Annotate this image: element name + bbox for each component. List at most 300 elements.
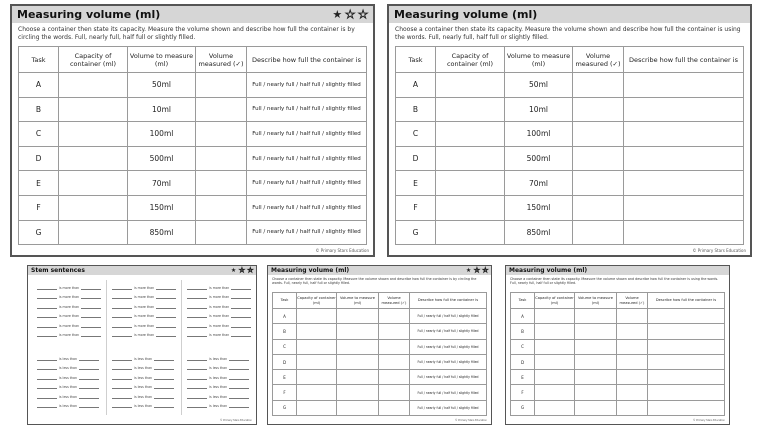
- capacity-cell[interactable]: [297, 324, 337, 339]
- stem-text: is more than: [209, 285, 230, 290]
- table-header-row: [273, 293, 487, 309]
- worksheet-title: Measuring volume (ml): [271, 267, 350, 274]
- stem-column: [32, 280, 106, 415]
- task-cell: A: [19, 73, 59, 98]
- capacity-cell[interactable]: [436, 122, 505, 147]
- task-cell: E: [396, 171, 436, 196]
- measured-cell[interactable]: [617, 385, 648, 400]
- table-row: [396, 73, 744, 98]
- stem-text: is less than: [59, 375, 77, 380]
- task-cell: B: [273, 324, 297, 339]
- header-describe: Describe how full the container is: [247, 47, 367, 73]
- table-row: [273, 385, 487, 400]
- capacity-cell[interactable]: [297, 354, 337, 369]
- stem-text: is more than: [134, 333, 155, 337]
- stem-sentence: [110, 370, 178, 380]
- stem-text: is more than: [134, 304, 155, 309]
- task-cell: E: [273, 370, 297, 385]
- task-cell: G: [511, 400, 535, 415]
- volume-cell[interactable]: [337, 309, 379, 324]
- describe-cell[interactable]: [624, 195, 744, 220]
- table-row: [273, 354, 487, 369]
- measured-cell[interactable]: [573, 122, 624, 147]
- header-capacity: Capacity of container (ml): [59, 47, 128, 73]
- stem-text: is less than: [134, 366, 153, 370]
- task-cell: E: [19, 171, 59, 196]
- volume-cell: 150ml: [505, 195, 573, 220]
- volume-cell[interactable]: [575, 370, 617, 385]
- header-describe: Describe how full the container is: [410, 293, 487, 309]
- stem-sentence: [110, 280, 178, 290]
- answer-blank[interactable]: [37, 405, 57, 408]
- volume-cell[interactable]: [337, 324, 379, 339]
- stem-text: is less than: [59, 394, 77, 399]
- stem-text: is less than: [59, 404, 77, 408]
- task-cell: B: [19, 97, 59, 122]
- table-row: [19, 171, 367, 196]
- stem-title: Stem sentences: [31, 267, 85, 274]
- stem-sentence: [110, 328, 178, 338]
- capacity-cell[interactable]: [436, 146, 505, 171]
- measured-cell[interactable]: [617, 400, 648, 415]
- task-cell: D: [273, 354, 297, 369]
- capacity-cell[interactable]: [436, 195, 505, 220]
- describe-cell[interactable]: [648, 400, 725, 415]
- header-describe: Describe how full the container is: [624, 47, 744, 73]
- stem-sentence: [185, 290, 253, 300]
- capacity-cell[interactable]: [59, 97, 128, 122]
- describe-cell[interactable]: [624, 73, 744, 98]
- capacity-cell[interactable]: [59, 122, 128, 147]
- measured-cell[interactable]: [379, 400, 410, 415]
- volume-cell[interactable]: [575, 385, 617, 400]
- stem-text: is less than: [209, 404, 228, 408]
- stem-sentence: [185, 351, 253, 361]
- measured-cell[interactable]: [379, 339, 410, 354]
- stem-text: is less than: [134, 394, 153, 399]
- volume-cell: 150ml: [128, 195, 196, 220]
- stem-text: is less than: [209, 356, 228, 361]
- stem-text: is more than: [59, 333, 80, 337]
- star-outline-icon: ★: [247, 266, 253, 274]
- stem-sentence: [35, 309, 103, 319]
- table-row: [19, 97, 367, 122]
- stem-text: is less than: [209, 366, 228, 370]
- volume-cell: 50ml: [128, 73, 196, 98]
- header-volume: Volume to measure (ml): [505, 47, 573, 73]
- answer-blank[interactable]: [79, 405, 99, 408]
- capacity-cell[interactable]: [436, 171, 505, 196]
- measured-cell[interactable]: [196, 122, 247, 147]
- stem-sentence: [185, 380, 253, 390]
- measured-cell[interactable]: [573, 73, 624, 98]
- stem-sentence: [185, 309, 253, 319]
- table-row: [396, 195, 744, 220]
- stem-text: is less than: [134, 375, 153, 380]
- stem-sentences-preview: [27, 265, 257, 425]
- measured-cell[interactable]: [379, 370, 410, 385]
- stem-text: is more than: [134, 285, 155, 290]
- task-cell: D: [511, 354, 535, 369]
- stem-text: is more than: [59, 295, 80, 299]
- table-row: [396, 171, 744, 196]
- capacity-cell[interactable]: [535, 309, 575, 324]
- task-cell: D: [396, 146, 436, 171]
- stem-text: is more than: [59, 285, 80, 290]
- describe-cell: Full / nearly full / half full / slightly filled: [410, 339, 487, 354]
- capacity-cell[interactable]: [59, 171, 128, 196]
- table-row: [19, 146, 367, 171]
- measured-cell[interactable]: [196, 171, 247, 196]
- star-filled-icon: ★: [465, 266, 472, 274]
- stem-header: [28, 266, 256, 275]
- describe-cell[interactable]: [648, 309, 725, 324]
- stem-sentence: [110, 309, 178, 319]
- describe-cell: Full / nearly full / half full / slightly filled: [247, 220, 367, 245]
- stem-columns: [28, 275, 256, 415]
- table-row: [511, 400, 725, 415]
- volume-cell[interactable]: [337, 385, 379, 400]
- task-cell: C: [19, 122, 59, 147]
- stem-text: is more than: [209, 323, 230, 328]
- measurement-table: [395, 46, 744, 245]
- measured-cell[interactable]: [379, 385, 410, 400]
- volume-cell[interactable]: [337, 400, 379, 415]
- describe-cell[interactable]: [624, 171, 744, 196]
- describe-cell[interactable]: [624, 220, 744, 245]
- describe-cell[interactable]: [648, 370, 725, 385]
- credit-text: © Primary Stars Education: [315, 248, 369, 253]
- measured-cell[interactable]: [379, 309, 410, 324]
- describe-cell[interactable]: [624, 122, 744, 147]
- volume-cell[interactable]: [575, 309, 617, 324]
- header-task: Task: [19, 47, 59, 73]
- worksheet-header: [268, 266, 491, 275]
- capacity-cell[interactable]: [297, 339, 337, 354]
- capacity-cell[interactable]: [59, 195, 128, 220]
- measured-cell[interactable]: [196, 146, 247, 171]
- describe-cell: Full / nearly full / half full / slightly filled: [410, 370, 487, 385]
- volume-cell: 500ml: [128, 146, 196, 171]
- describe-cell: Full / nearly full / half full / slightly filled: [410, 400, 487, 415]
- capacity-cell[interactable]: [535, 385, 575, 400]
- task-cell: E: [511, 370, 535, 385]
- stem-text: is more than: [134, 323, 155, 328]
- stem-sentence: [110, 351, 178, 361]
- table-row: [273, 324, 487, 339]
- star-outline-icon: ★: [482, 266, 488, 274]
- table-row: [396, 220, 744, 245]
- capacity-cell[interactable]: [59, 220, 128, 245]
- stem-sentence: [185, 299, 253, 309]
- capacity-cell[interactable]: [436, 220, 505, 245]
- describe-cell: Full / nearly full / half full / slightly filled: [410, 385, 487, 400]
- describe-cell[interactable]: [648, 354, 725, 369]
- describe-cell: Full / nearly full / half full / slightly filled: [247, 171, 367, 196]
- measured-cell[interactable]: [573, 220, 624, 245]
- describe-cell: Full / nearly full / half full / slightly filled: [410, 309, 487, 324]
- volume-cell: 850ml: [128, 220, 196, 245]
- table-row: [19, 73, 367, 98]
- header-volume: Volume to measure (ml): [337, 293, 379, 309]
- measurement-table: [272, 292, 487, 416]
- describe-cell[interactable]: [624, 97, 744, 122]
- stem-text: is more than: [59, 323, 80, 328]
- star-outline-icon: ★: [345, 8, 356, 21]
- task-cell: G: [273, 400, 297, 415]
- describe-cell: Full / nearly full / half full / slightly filled: [247, 195, 367, 220]
- describe-cell: Full / nearly full / half full / slightly filled: [247, 73, 367, 98]
- stem-sentence: [185, 370, 253, 380]
- stem-text: is more than: [209, 304, 230, 309]
- table-row: [273, 400, 487, 415]
- stem-sentence: [35, 290, 103, 300]
- credit-text: © Primary Stars Education: [220, 419, 252, 422]
- capacity-cell[interactable]: [535, 354, 575, 369]
- volume-cell[interactable]: [337, 370, 379, 385]
- stem-sentence: [35, 328, 103, 338]
- header-task: Task: [273, 293, 297, 309]
- stem-text: is more than: [59, 314, 80, 318]
- table-header-row: [19, 47, 367, 73]
- stem-sentence: [185, 361, 253, 371]
- task-cell: B: [511, 324, 535, 339]
- header-task: Task: [396, 47, 436, 73]
- stem-spacer: [110, 337, 178, 351]
- describe-cell[interactable]: [648, 385, 725, 400]
- header-volume: Volume to measure (ml): [128, 47, 196, 73]
- worksheet-title: Measuring volume (ml): [394, 8, 538, 21]
- header-volume: Volume to measure (ml): [575, 293, 617, 309]
- header-capacity: Capacity of container (ml): [436, 47, 505, 73]
- volume-cell[interactable]: [575, 354, 617, 369]
- volume-cell[interactable]: [337, 339, 379, 354]
- stem-sentence: [110, 290, 178, 300]
- header-capacity: Capacity of container (ml): [535, 293, 575, 309]
- capacity-cell[interactable]: [59, 73, 128, 98]
- volume-cell[interactable]: [337, 354, 379, 369]
- worksheet-preview-1: [10, 4, 375, 257]
- capacity-cell[interactable]: [297, 309, 337, 324]
- stem-text: is less than: [59, 366, 77, 370]
- task-cell: F: [19, 195, 59, 220]
- volume-cell[interactable]: [575, 324, 617, 339]
- answer-blank[interactable]: [154, 405, 174, 408]
- volume-cell: 10ml: [128, 97, 196, 122]
- task-cell: F: [396, 195, 436, 220]
- task-cell: G: [396, 220, 436, 245]
- measured-cell[interactable]: [617, 354, 648, 369]
- task-cell: G: [19, 220, 59, 245]
- capacity-cell[interactable]: [297, 370, 337, 385]
- task-cell: C: [273, 339, 297, 354]
- stem-sentence: [110, 389, 178, 399]
- star-filled-icon: ★: [230, 266, 237, 274]
- star-outline-icon: ★: [358, 8, 368, 21]
- measured-cell[interactable]: [573, 171, 624, 196]
- stem-sentence: [35, 399, 103, 409]
- stem-sentence: [35, 370, 103, 380]
- table-row: [19, 122, 367, 147]
- describe-cell: Full / nearly full / half full / slightly filled: [410, 354, 487, 369]
- header-measured: Volume measured (✓): [196, 47, 247, 73]
- measured-cell[interactable]: [573, 146, 624, 171]
- worksheet-preview-4: [505, 265, 730, 425]
- stem-text: is less than: [134, 356, 153, 361]
- stem-text: is more than: [209, 295, 230, 299]
- table-row: [273, 339, 487, 354]
- worksheet-title: Measuring volume (ml): [509, 267, 588, 274]
- difficulty-stars: [466, 268, 488, 274]
- stem-text: is more than: [59, 304, 80, 309]
- volume-cell[interactable]: [575, 400, 617, 415]
- measured-cell[interactable]: [573, 97, 624, 122]
- task-cell: A: [396, 73, 436, 98]
- table-row: [396, 146, 744, 171]
- stem-sentence: [35, 318, 103, 328]
- worksheet-instructions: Choose a container then state its capacity. Measure the volume shown and describe how full the container is by circling the words. Full, nearly full, half full or slightly filled.: [18, 26, 355, 41]
- credit-text: © Primary Stars Education: [693, 419, 725, 422]
- stem-text: is less than: [134, 404, 153, 408]
- table-row: [511, 354, 725, 369]
- header-task: Task: [511, 293, 535, 309]
- volume-cell: 70ml: [505, 171, 573, 196]
- task-cell: C: [511, 339, 535, 354]
- capacity-cell[interactable]: [59, 146, 128, 171]
- answer-blank[interactable]: [229, 405, 249, 408]
- stem-sentence: [185, 280, 253, 290]
- header-measured: Volume measured (✓): [617, 293, 648, 309]
- header-describe: Describe how full the container is: [648, 293, 725, 309]
- star-filled-icon: ★: [332, 8, 343, 21]
- stem-sentence: [35, 280, 103, 290]
- stem-text: is more than: [134, 314, 155, 318]
- measured-cell[interactable]: [196, 195, 247, 220]
- stem-sentence: [110, 361, 178, 371]
- worksheet-preview-2: [387, 4, 752, 257]
- worksheet-instructions: Choose a container then state its capacity. Measure the volume shown and describe how full the container is using the words. Full, nearly full, half full or slightly filled.: [395, 26, 741, 41]
- worksheet-instructions: Choose a container then state its capacity. Measure the volume shown and describe how full the container is by circling the words. Full, nearly full, half full or slightly filled.: [272, 277, 477, 286]
- answer-blank[interactable]: [187, 405, 207, 408]
- stem-sentence: [35, 361, 103, 371]
- difficulty-stars: [231, 268, 253, 274]
- stem-spacer: [185, 337, 253, 351]
- capacity-cell[interactable]: [535, 339, 575, 354]
- table-row: [511, 309, 725, 324]
- table-row: [511, 324, 725, 339]
- table-row: [511, 339, 725, 354]
- describe-cell[interactable]: [648, 324, 725, 339]
- table-row: [396, 97, 744, 122]
- stem-sentence: [110, 399, 178, 409]
- stem-column: [181, 280, 256, 415]
- volume-cell: 100ml: [128, 122, 196, 147]
- table-row: [511, 370, 725, 385]
- task-cell: B: [396, 97, 436, 122]
- measured-cell[interactable]: [617, 370, 648, 385]
- measurement-table: [18, 46, 367, 245]
- volume-cell: 100ml: [505, 122, 573, 147]
- stem-sentence: [110, 380, 178, 390]
- describe-cell[interactable]: [648, 339, 725, 354]
- capacity-cell[interactable]: [535, 324, 575, 339]
- describe-cell: Full / nearly full / half full / slightly filled: [247, 146, 367, 171]
- table-row: [19, 195, 367, 220]
- worksheet-header: [389, 6, 750, 23]
- stem-sentence: [185, 389, 253, 399]
- worksheet-header: [506, 266, 729, 275]
- capacity-cell[interactable]: [436, 97, 505, 122]
- stem-text: is less than: [209, 375, 228, 380]
- measured-cell[interactable]: [573, 195, 624, 220]
- task-cell: C: [396, 122, 436, 147]
- stem-column: [106, 280, 181, 415]
- stem-sentence: [185, 399, 253, 409]
- stem-sentence: [185, 328, 253, 338]
- table-header-row: [396, 47, 744, 73]
- stem-text: is less than: [209, 394, 228, 399]
- star-outline-icon: ★: [239, 266, 245, 274]
- volume-cell: 10ml: [505, 97, 573, 122]
- stem-text: is less than: [59, 356, 77, 361]
- stem-sentence: [35, 299, 103, 309]
- capacity-cell[interactable]: [297, 385, 337, 400]
- stem-text: is less than: [209, 385, 228, 389]
- volume-cell: 70ml: [128, 171, 196, 196]
- header-measured: Volume measured (✓): [379, 293, 410, 309]
- header-capacity: Capacity of container (ml): [297, 293, 337, 309]
- measured-cell[interactable]: [196, 220, 247, 245]
- measured-cell[interactable]: [196, 97, 247, 122]
- describe-cell[interactable]: [624, 146, 744, 171]
- capacity-cell[interactable]: [535, 400, 575, 415]
- measured-cell[interactable]: [617, 339, 648, 354]
- worksheet-title: Measuring volume (ml): [17, 8, 161, 21]
- stem-sentence: [35, 351, 103, 361]
- stem-sentence: [110, 299, 178, 309]
- capacity-cell[interactable]: [297, 400, 337, 415]
- stem-sentence: [35, 380, 103, 390]
- capacity-cell[interactable]: [436, 73, 505, 98]
- stem-sentence: [110, 318, 178, 328]
- stem-text: is more than: [209, 333, 230, 337]
- describe-cell: Full / nearly full / half full / slightly filled: [247, 122, 367, 147]
- capacity-cell[interactable]: [535, 370, 575, 385]
- stem-text: is less than: [59, 385, 77, 389]
- star-outline-icon: ★: [474, 266, 480, 274]
- worksheet-header: [12, 6, 373, 23]
- measured-cell[interactable]: [196, 73, 247, 98]
- answer-blank[interactable]: [112, 405, 132, 408]
- stem-spacer: [35, 337, 103, 351]
- measured-cell[interactable]: [379, 324, 410, 339]
- volume-cell[interactable]: [575, 339, 617, 354]
- table-row: [511, 385, 725, 400]
- table-header-row: [511, 293, 725, 309]
- volume-cell: 850ml: [505, 220, 573, 245]
- credit-text: © Primary Stars Education: [692, 248, 746, 253]
- table-row: [396, 122, 744, 147]
- describe-cell: Full / nearly full / half full / slightly filled: [247, 97, 367, 122]
- measured-cell[interactable]: [617, 309, 648, 324]
- measured-cell[interactable]: [379, 354, 410, 369]
- task-cell: A: [273, 309, 297, 324]
- credit-text: © Primary Stars Education: [455, 419, 487, 422]
- volume-cell: 500ml: [505, 146, 573, 171]
- measured-cell[interactable]: [617, 324, 648, 339]
- stem-text: is more than: [209, 314, 230, 318]
- stem-text: is less than: [134, 385, 153, 389]
